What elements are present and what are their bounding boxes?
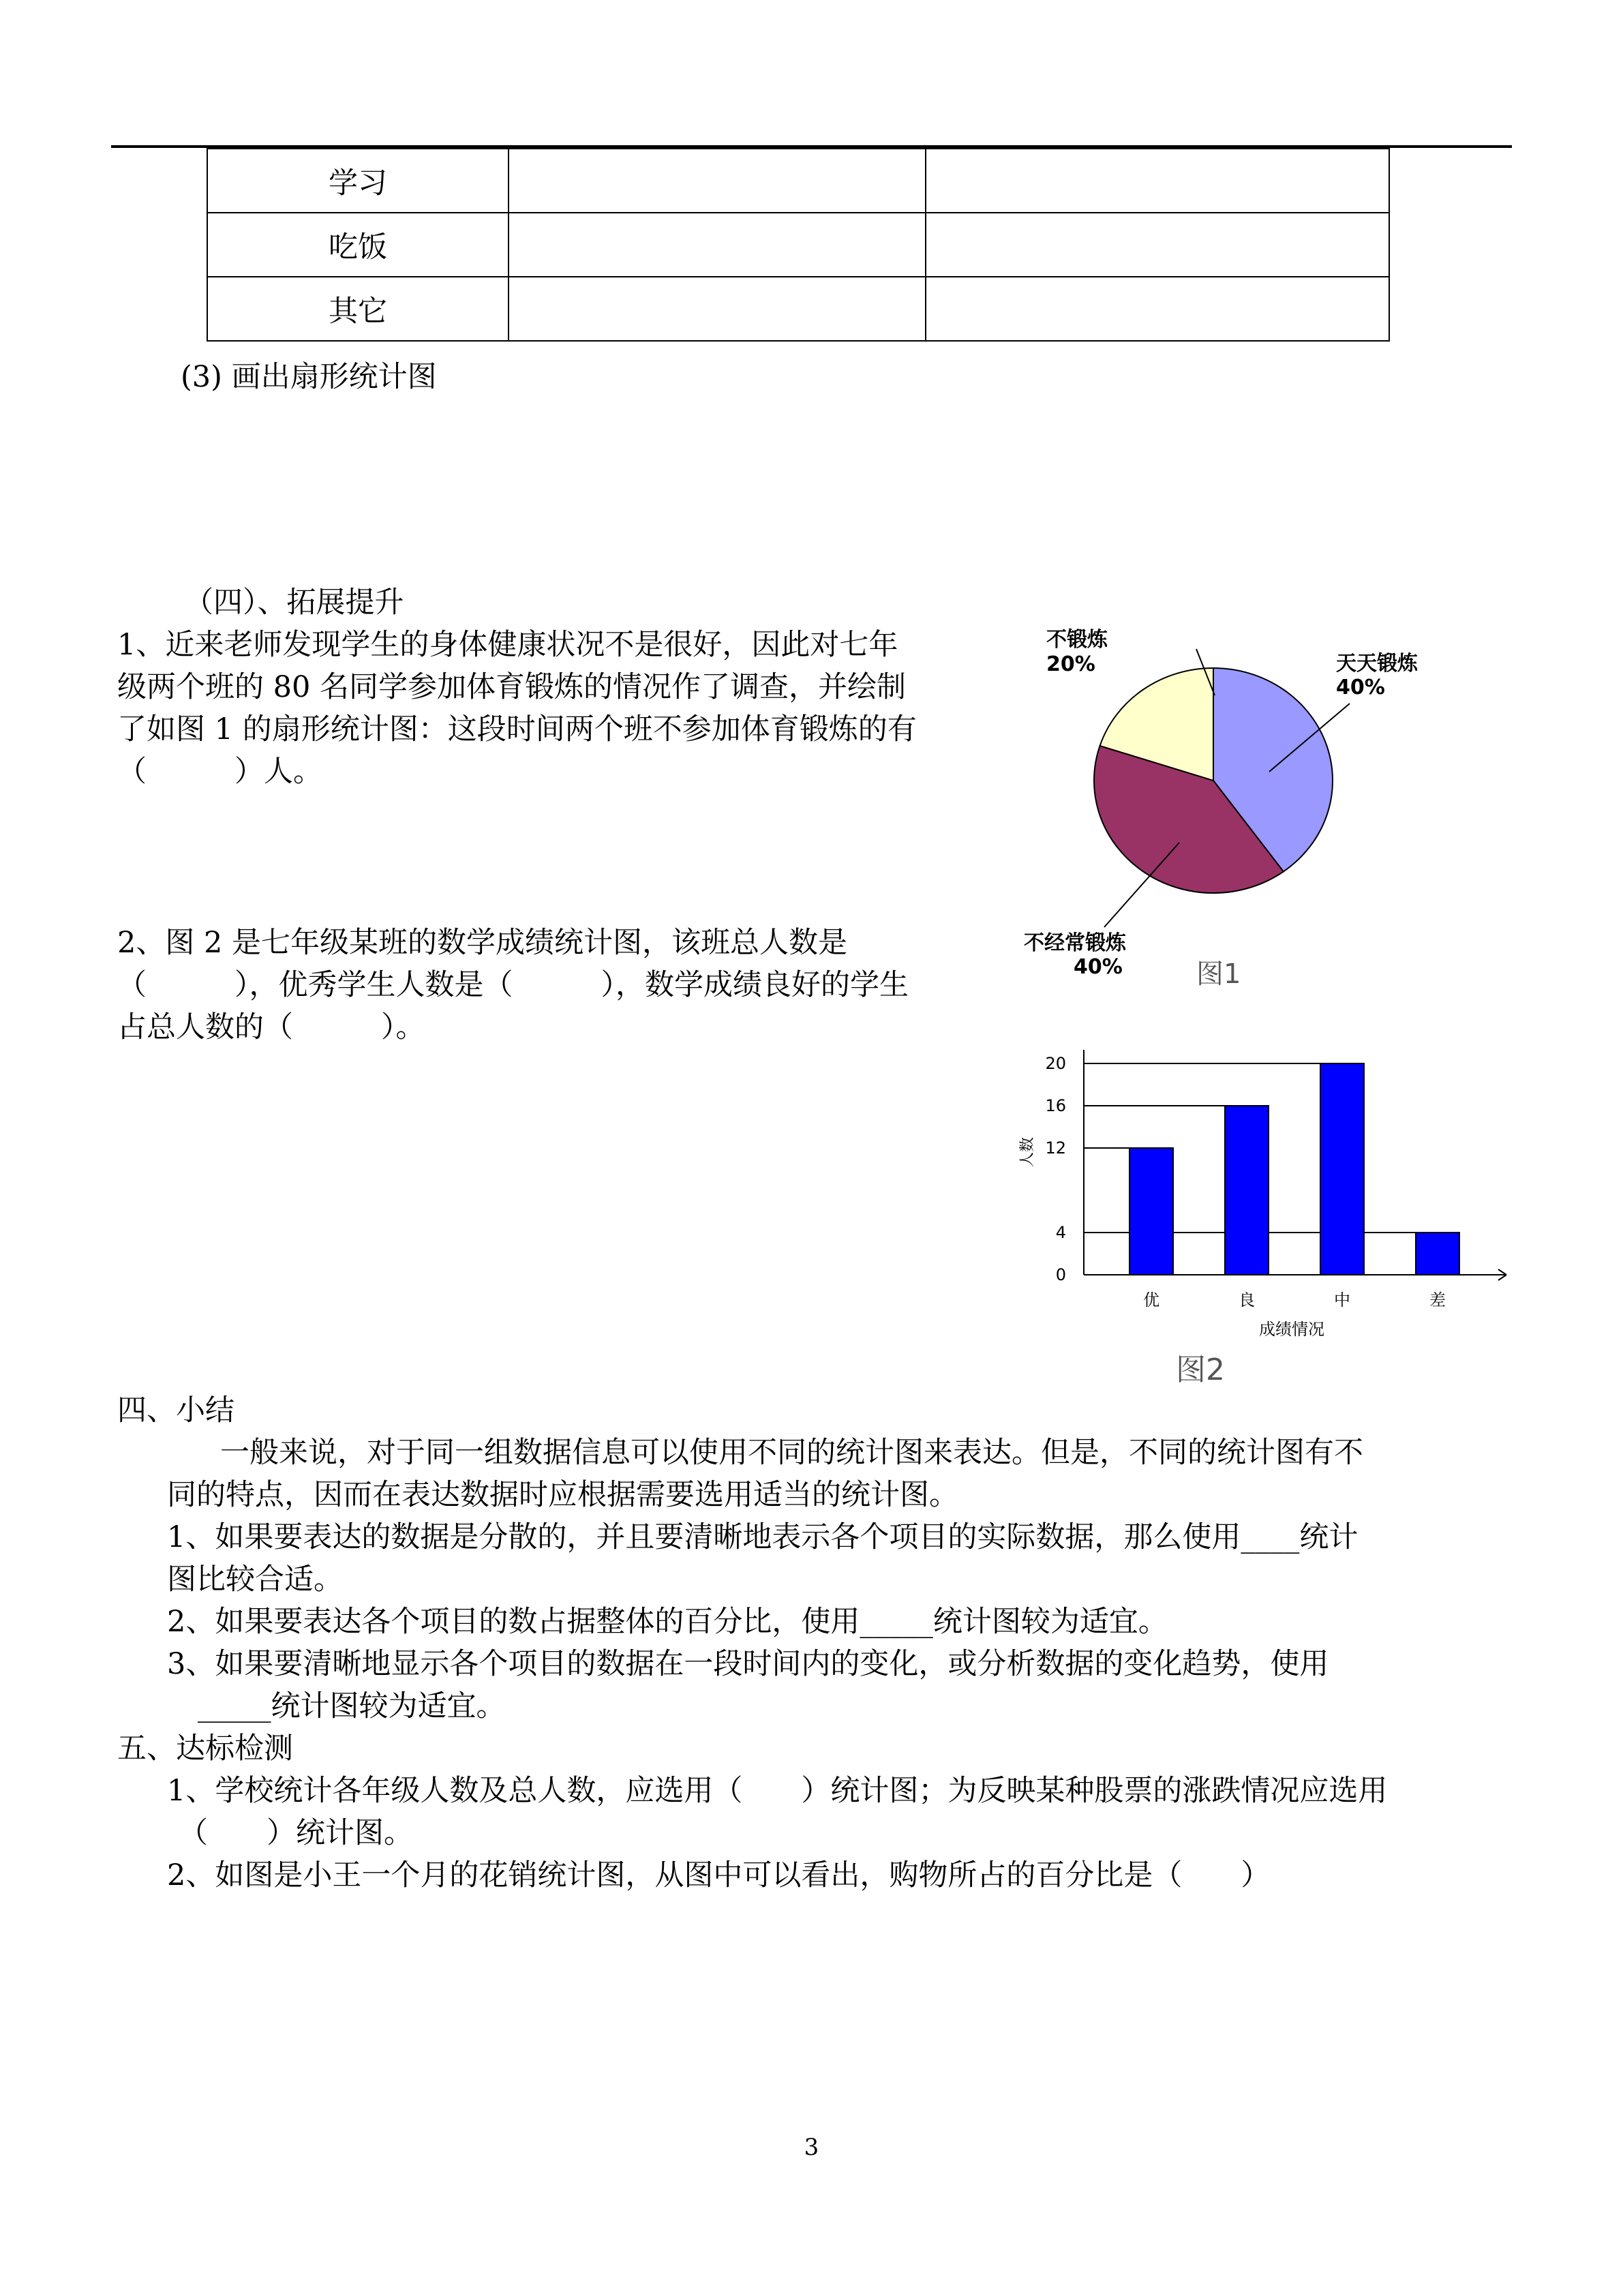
problem-1-line: （ ）人。 [117, 755, 322, 789]
summary-intro-line: 同的特点，因而在表达数据时应根据需要选用适当的统计图。 [167, 1478, 958, 1512]
y-tick-label: 0 [1055, 1265, 1066, 1284]
table-cell-empty [926, 149, 1389, 213]
problem-1-line: 了如图 1 的扇形统计图：这段时间两个班不参加体育锻炼的有 [117, 712, 917, 746]
problem-2-line: 2、图 2 是七年级某班的数学成绩统计图，该班总人数是 [117, 926, 848, 960]
bar-3 [1320, 1063, 1364, 1275]
check-question-1-line: 1、学校统计各年级人数及总人数，应选用（ ）统计图；为反映某种股票的涨跌情况应选用 [167, 1774, 1388, 1808]
x-axis-label: 成绩情况 [1259, 1320, 1324, 1339]
activity-table [207, 148, 1390, 342]
x-axis-arrow [1498, 1269, 1506, 1275]
table-row [207, 149, 1389, 213]
problem-2-line: （ ），优秀学生人数是（ ），数学成绩良好的学生 [117, 968, 909, 1002]
problem-2-line: 占总人数的（ ）。 [117, 1010, 425, 1044]
table-cell-label: 学习 [207, 149, 509, 213]
table-cell-empty [509, 149, 926, 213]
y-tick-label: 12 [1045, 1138, 1066, 1158]
figure-1-caption: 图1 [1196, 958, 1241, 990]
question-3-prompt: (3) 画出扇形统计图 [181, 360, 437, 394]
summary-intro-line: 一般来说，对于同一组数据信息可以使用不同的统计图来表达。但是，不同的统计图有不 [220, 1436, 1363, 1470]
table-row [207, 277, 1389, 341]
page-number: 3 [804, 2134, 819, 2161]
x-tick-label: 中 [1334, 1290, 1350, 1310]
bar-4 [1416, 1233, 1459, 1275]
summary-item-1-line: 图比较合适。 [167, 1562, 343, 1597]
table-row [207, 213, 1389, 277]
problem-1-line: 1、近来老师发现学生的身体健康状况不是很好，因此对七年 [117, 628, 898, 662]
problem-1-line: 级两个班的 80 名同学参加体育锻炼的情况作了调查，并绘制 [117, 670, 907, 704]
pie-chart [1016, 614, 1418, 995]
table-cell-empty [926, 277, 1389, 341]
x-tick-label: 差 [1429, 1290, 1446, 1310]
y-tick-label: 20 [1045, 1054, 1066, 1073]
check-heading: 五、达标检测 [117, 1732, 293, 1766]
table-cell-empty [509, 213, 926, 277]
pie-percent-daily: 40% [1336, 676, 1385, 699]
bar-chart [1016, 1050, 1520, 1404]
y-axis-label: 人数 [1019, 1136, 1036, 1168]
table-cell-empty [509, 277, 926, 341]
bar-1 [1129, 1148, 1173, 1275]
x-axis-arrow [1498, 1275, 1506, 1280]
table-cell-label: 吃饭 [207, 213, 509, 277]
summary-item-2: 2、如果要表达各个项目的数占据整体的百分比，使用_____统计图较为适宜。 [167, 1605, 1168, 1639]
pie-percent-rarely: 40% [1074, 955, 1123, 979]
summary-item-3-line: 3、如果要清晰地显示各个项目的数据在一段时间内的变化，或分析数据的变化趋势，使用 [167, 1647, 1329, 1681]
table-cell-label: 其它 [207, 277, 509, 341]
bar-2 [1225, 1106, 1269, 1275]
pie-percent-not-exercise: 20% [1046, 652, 1095, 676]
y-tick-label: 16 [1045, 1096, 1066, 1115]
x-tick-label: 优 [1143, 1290, 1159, 1310]
summary-item-3-line: _____统计图较为适宜。 [198, 1689, 506, 1723]
pie-label-not-exercise: 不锻炼 [1046, 628, 1108, 652]
check-question-1-line: （ ）统计图。 [179, 1816, 413, 1850]
figure-2-caption: 图2 [1176, 1353, 1225, 1387]
summary-heading: 四、小结 [117, 1393, 234, 1428]
section-heading-extend: （四）、拓展提升 [184, 586, 404, 620]
pie-label-rarely: 不经常锻炼 [1024, 931, 1126, 955]
table-cell-empty [926, 213, 1389, 277]
check-question-2: 2、如图是小王一个月的花销统计图，从图中可以看出，购物所占的百分比是（ ） [167, 1858, 1271, 1892]
pie-label-daily: 天天锻炼 [1336, 652, 1418, 676]
y-tick-label: 4 [1055, 1223, 1066, 1242]
x-tick-label: 良 [1239, 1290, 1255, 1310]
summary-item-1-line: 1、如果要表达的数据是分散的，并且要清晰地表示各个项目的实际数据，那么使用____统计 [167, 1520, 1359, 1554]
